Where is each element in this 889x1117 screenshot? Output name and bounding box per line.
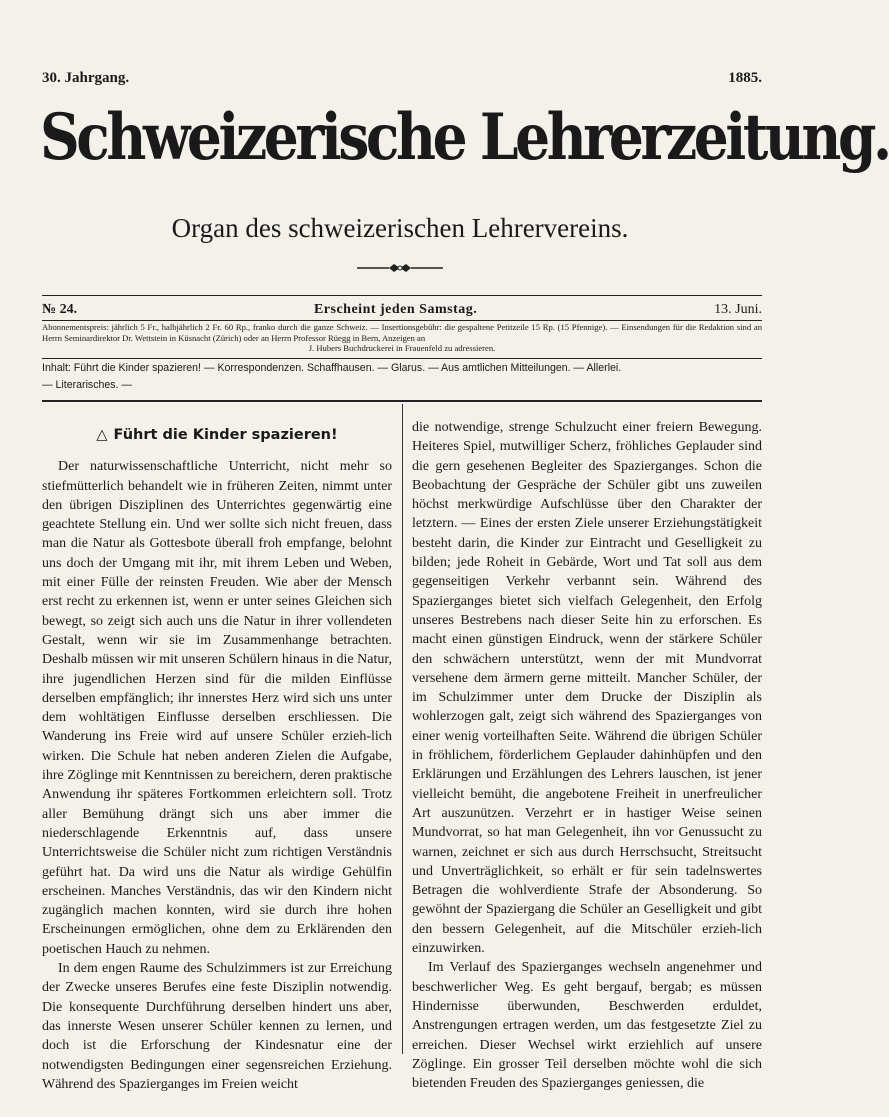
masthead-topline [42,70,762,87]
rule-above-issue [42,295,762,296]
subscription-last-line: J. Hubers Buchdruckerei in Frauenfeld zu adressieren. [308,343,496,354]
subscription-info [42,322,762,354]
article-left-column [42,418,392,1094]
issue-date: 13. Juni. [714,302,762,317]
article-paragraph: die notwendige, strenge Schulzucht einer freiern Bewegung. Heiteres Spiel, mutwilliger Scherz, fröhliches Geplauder sind die gern gesehenen Begleiter des Spazierganges. Schon die Beobachtung der Gespräche der Schüler gibt uns zuweilen höchst merkwürdige Aufschlüsse über den Charakter der letztern. — Eines der ersten Ziele unserer Erziehungstätigkeit besteht darin, die Kinder zur Eintracht und Geselligkeit zu bilden; jede Roheit in Gebärde, Wort und Tat soll aus dem gegenseitigen Verkehr verbannt sein. Während des Spazierganges bietet sich vielfach Gelegenheit, den Erfolg unseres Bestrebens nach dieser Seite hin zu erforschen. Es macht einen günstigen Eindruck, wenn der stärkere Schüler den schwächern unterstützt, wenn der mit Mundvorrat versehene dem ärmern gerne mitteilt. Mancher Schüler, der im Schulzimmer unter dem Drucke der Disziplin als wohlerzogen galt, zeigt sich während des Spazierganges von einer wenig vorteilhaften Seite. Während die übrigen Schüler in fröhlichem, förderlichem Geplauder dahinhüpfen und den Erklärungen und Erzählungen des Lehrers lauschen, ist jener vielleicht bemüht, die angebotene Freiheit in unerfreulicher Art auszunützen. Verzehrt er in hastiger Weise seinen Mundvorrat, so hat man Gelegenheit, ihn vor Genussucht zu warnen, zeichnet er sich aus durch Herrschsucht, Streitsucht und Unverträglichkeit, so erhält er für sein tadelnswertes Betragen die wohlverdiente Strafe der Absonderung. So gewöhnt der Spaziergang die Schüler an Geselligkeit und gibt den bessern Gelegenheit, auf die Mitschüler erzieh-lich einzuwirken. [412,420,762,957]
issue-appearance: Erscheint jeden Samstag. [313,302,478,317]
article-right-column [412,418,762,1093]
subscription-text: Abonnementspreis: jährlich 5 Fr., halbjährlich 2 Fr. 60 Rp., franko durch die ganze Schweiz. — Insertionsgebühr: die gespaltene Petitzeile 15 Rp. (15 Pfennige). — Einsendungen für die Redaktion sind an Herrn Seminardirektor Dr. Wettstein in Küsnacht (Zürich) oder an Herrn Professor Rüegg in Bern, Anzeigen an [42,322,762,343]
rule-above-contents [42,358,762,359]
ornament-divider [355,262,445,274]
article-paragraph: Im Verlauf des Spazierganges wechseln angenehmer und beschwerlicher Weg. Es geht bergauf, bergab; es müssen Hindernisse überwunden, Beschwerden erduldet, Anstrengungen ertragen werden, um das festgesetzte Ziel zu erreichen. Dieser Wechsel wirkt erziehlich auf unsere Zöglinge. Ein grosser Teil derselben möchte wohl die sich bietenden Freuden des Spazierganges geniessen, die [412,960,762,1092]
table-of-contents [42,360,762,394]
article-heading [42,426,392,445]
newspaper-subtitle: Organ des schweizerischen Lehrervereins. [171,213,629,243]
rule-below-issue [42,320,762,321]
newspaper-title: Schweizerische Lehrerzeitung. [40,100,889,175]
triangle-icon: △ [96,427,108,443]
column-divider [402,404,403,1054]
article-heading-text: Führt die Kinder spazieren! [113,427,338,443]
article-paragraph: Der naturwissenschaftliche Unterricht, nicht mehr so stiefmütterlich behandelt wie in früheren Zeiten, nimmt unter den übrigen Disziplinen des Unterrichtes gegenwärtig eine geachtete Stellung ein. Und wer sollte sich nicht freuen, dass man die Natur als Gottesbote überall froh empfange, belohnt uns doch der Umgang mit ihr, mit ihrem Leben und Weben, mit einer Fülle der reinsten Freuden. Wie aber der Mensch erst recht zu erkennen ist, wenn er unter seines Gleichen sich bewegt, so zeigt sich auch uns die Natur in ihrer vollendeten Gestalt, wenn wir sie im Zusammenhange betrachten. Deshalb müssen wir mit unseren Schülern hinaus in die Natur, ihre jugendlichen Herzen sind für die milden Einflüsse derselben empfänglich; ihr innerstes Herz wird sich uns unter dem wohltätigen Einflusse derselben erschliessen. Die Wanderung ins Freie wird auf unsere Schüler erzieh-lich wirken. Die Schule hat neben anderen Zielen die Aufgabe, ihre Zöglinge mit Kenntnissen zu bereichern, deren praktische Anwendung ihr späteres Fortkommen erleichtern soll. Trotz aller Bemühung drängt sich uns aber immer die niederschlagende Erkenntnis auf, dass unsere Unterrichtsweise die Schüler nicht zum richtigen Verständnis geführt hat. Da wird uns die Natur als wirdige Gehülfin erscheinen. Manches Verständnis, das wir den Kindern nicht zugänglich machen konnten, wird sie durch ihre hohen Erscheinungen ermöglichen, ohne dem zu Erklärenden den poetischen Hauch zu nehmen. [42,459,392,957]
issue-number: № 24. [42,302,78,317]
article-paragraph: In dem engen Raume des Schulzimmers ist zur Erreichung der Zwecke unseres Berufes eine feste Disziplin notwendig. Die konsequente Durchführung derselben hindert uns aber, das innerste Wesen unserer Schüler kennen zu lernen, und doch ist die Erforschung der Kindesnatur eine der notwendigsten Bedingungen einer segensreichen Erziehung. Während des Spazierganges im Freien weicht [42,961,392,1092]
volume-label: 30. Jahrgang. [42,70,130,86]
rule-below-contents [42,400,762,402]
contents-line-1: Inhalt: Führt die Kinder spazieren! — Korrespondenzen. Schaffhausen. — Glarus. — Aus amtlichen Mitteilungen. — Allerlei. [42,362,622,374]
issue-line [42,302,762,318]
contents-line-2: — Literarisches. — [42,379,133,391]
year-label: 1885. [728,70,762,86]
